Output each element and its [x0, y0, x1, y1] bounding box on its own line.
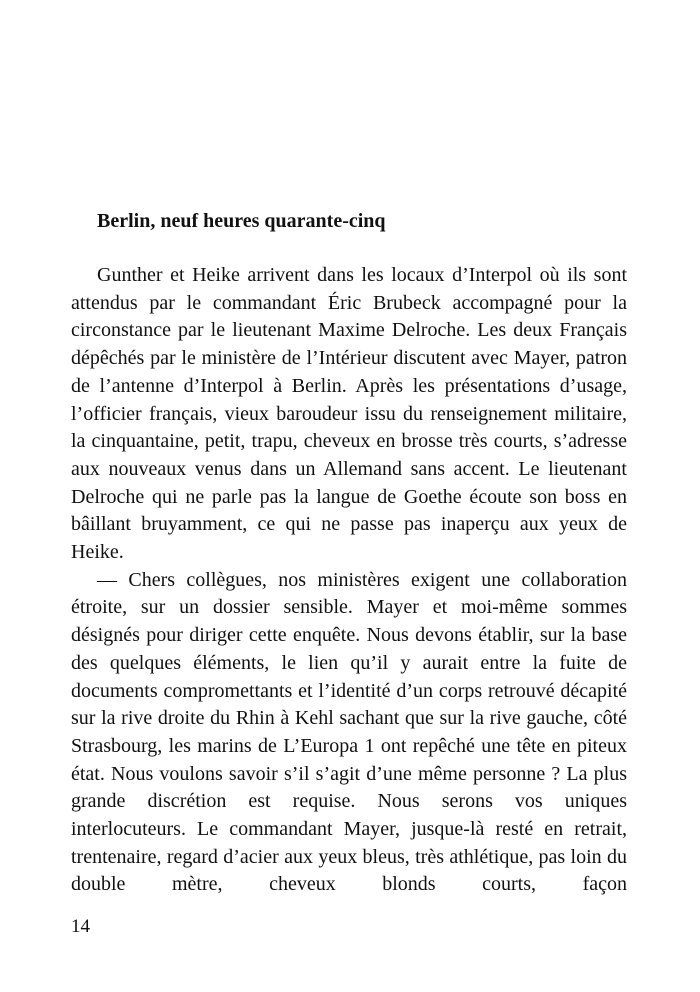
paragraph-1: Gunther et Heike arrivent dans les locaux d’Interpol où ils sont attendus par le commandant Éric Brubeck accompagné pour la circonstance par le lieutenant Maxime Delroche. Les deux Français dépêchés par le ministère de l’Intérieur discutent avec Mayer, patron de l’antenne d’Interpol à Berlin. Après les présentations d’usage, l’officier français, vieux baroudeur issu du renseignement militaire, la cinquantaine, petit, trapu, cheveux en brosse très courts, s’adresse aux nouveaux venus dans un Allemand sans accent. Le lieutenant Delroche qui ne parle pas la langue de Goethe écoute son boss en bâillant bruyamment, ce qui ne passe pas inaperçu aux yeux de Heike. — [71, 264, 627, 564]
paragraph-2: — Chers collègues, nos ministères exigent une collaboration étroite, sur un dossier sensible. Mayer et moi-même sommes désignés pour diriger cette enquête. Nous devons établir, sur la base des quelques éléments, le lien qu’il y aurait entre la fuite de documents compromettants et l’identité d’un corps retrouvé décapité sur la rive droite du Rhin à Kehl sachant que sur la rive gauche, côté Strasbourg, les marins de L’Europa 1 ont repêché une tête en piteux état. Nous voulons savoir s’il s’agit d’une même personne ? La plus grande discrétion est requise. Nous serons vos uniques interlocuteurs. Le commandant Mayer, jusque-là resté en retrait, trentenaire, regard d’acier aux yeux bleus, très athlétique, pas loin du double mètre, cheveux blonds courts, façon — [71, 568, 627, 896]
body-text — [71, 262, 627, 899]
page-number: 14 — [71, 916, 90, 937]
section-heading: Berlin, neuf heures quarante-cinq — [97, 210, 386, 232]
